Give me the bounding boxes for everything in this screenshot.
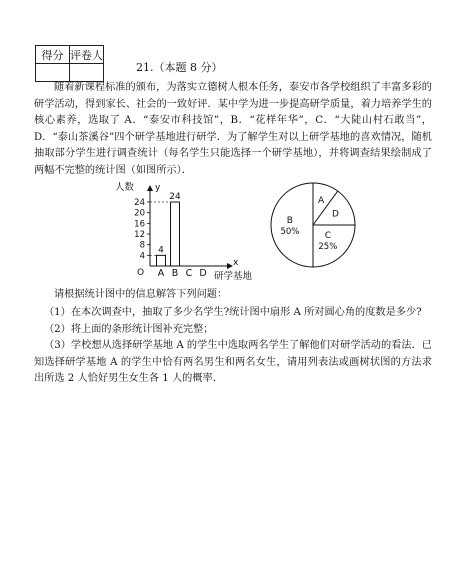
question-2: （2）将上面的条形统计图补充完整； xyxy=(44,323,214,335)
question-1: （1）在本次调查中，抽取了多少名学生?统计图中扇形 A 所对圆心角的度数是多少? xyxy=(44,307,422,318)
bar-xlabel: 研学基地 xyxy=(214,271,253,282)
bar-b xyxy=(171,202,180,266)
bar-ytick-label: 12 xyxy=(134,230,145,240)
bar-xtick-label-a: A xyxy=(157,268,165,279)
bar-ytick-label: 4 xyxy=(139,251,145,262)
question-3: （3）学校想从选择研学基地 A 的学生中选取两名学生了解他们对研学活动的看法．已知选择研学基地 A 的学生中恰有两名男生和两名女生，请用列表法或画树状图的方法求出所选 2 人恰好男生女生各 1 人的概率． xyxy=(34,340,432,385)
bar-ytick-label: 20 xyxy=(134,208,145,219)
bar-a xyxy=(157,255,166,266)
bar-ytick-label: 16 xyxy=(134,219,145,230)
bar-ytick-label: 24 xyxy=(134,198,145,208)
problem-intro: 随着新课程标准的颁布，为落实立德树人根本任务，泰安市各学校组织了丰富多彩的研学活动，得到家长、社会的一致好评．某中学为进一步提高研学质量，着力培养学生的核心素养，选取了 A．“泰安市科技馆”，B．“花样年华”，C．“大陡山村石敢当”，D．“泰山茶溪谷”四个研学基地进行研学．为了解学生对以上研学基地的喜欢情况，随机抽取部分学生进行调查统计（每名学生只能选择一个研学基地），并将调查结果绘制成了两幅不完整的统计图（如图所示）． xyxy=(34,82,432,176)
questions xyxy=(34,305,432,388)
pie-slice-label-c: C xyxy=(324,230,331,241)
pie-chart xyxy=(268,180,358,270)
bar-y-letter: y xyxy=(155,183,161,193)
pie-slice-label-b: B xyxy=(286,216,293,226)
score-cell[interactable] xyxy=(36,64,70,82)
bar-chart xyxy=(112,180,242,280)
bar-ytick-label: 8 xyxy=(139,240,145,251)
score-label: 得分 xyxy=(36,46,70,64)
prompt-text: 请根据统计图中的信息解答下列问题： xyxy=(54,289,228,300)
pie-slice-percent-c: 25% xyxy=(318,241,338,252)
bar-origin-label: O xyxy=(137,268,145,278)
pie-divider-1 xyxy=(313,191,338,225)
bar-ylabel: 人数 xyxy=(115,182,135,193)
score-table xyxy=(35,45,104,82)
bar-xtick-label-d: D xyxy=(199,268,207,279)
bar-xtick-label-b: B xyxy=(171,268,179,279)
bar-value-label-b: 24 xyxy=(169,192,181,202)
bar-xtick-label-c: C xyxy=(185,268,193,279)
question-number: 21.（本题 8 分） xyxy=(136,61,223,74)
pie-slice-label-a: A xyxy=(317,196,325,207)
bar-value-label-a: 4 xyxy=(158,245,164,256)
bar-x-letter: x xyxy=(233,258,239,268)
pie-slice-percent-b: 50% xyxy=(280,227,300,237)
grader-cell[interactable] xyxy=(70,64,104,82)
grader-label: 评卷人 xyxy=(70,46,104,64)
pie-slice-label-d: D xyxy=(331,209,339,220)
